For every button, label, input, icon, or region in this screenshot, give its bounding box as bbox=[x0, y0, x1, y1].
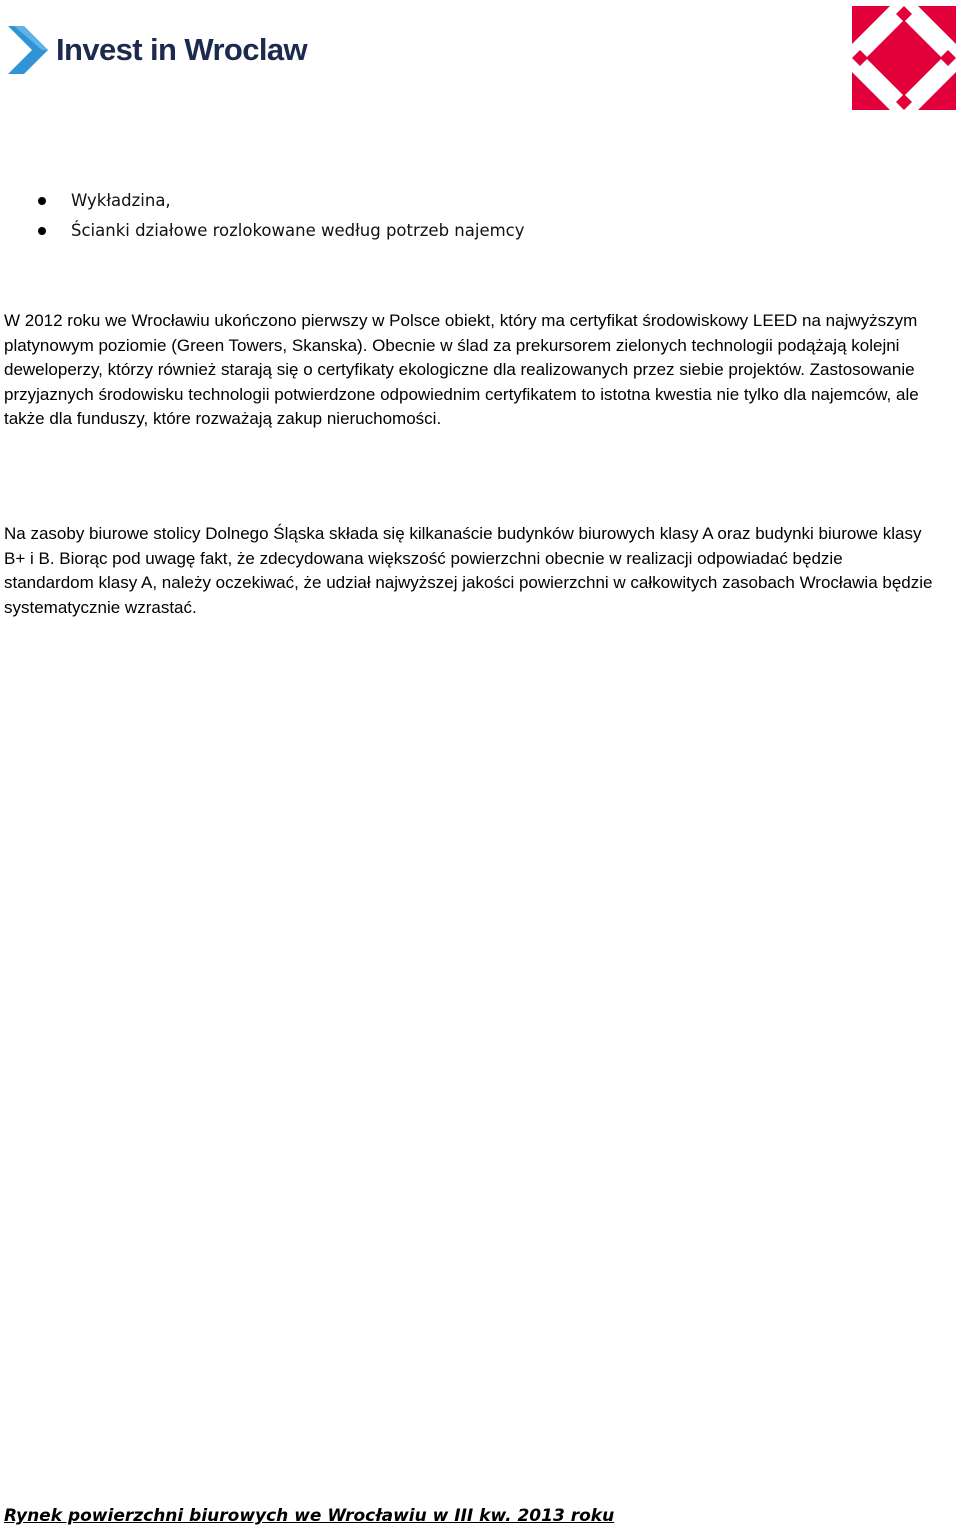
red-cross-pattern-icon bbox=[852, 6, 956, 110]
chevron-arrow-icon bbox=[6, 22, 50, 78]
list-item bbox=[0, 216, 525, 246]
list-item bbox=[0, 186, 525, 216]
footer-title: Rynek powierzchni biurowych we Wrocławiu w III kw. 2013 roku bbox=[4, 1506, 615, 1526]
list-item-text: Wykładzina, bbox=[71, 191, 171, 210]
bullet-dot-icon bbox=[38, 197, 46, 205]
bullet-dot-icon bbox=[38, 227, 46, 235]
paragraph-leed-certification: W 2012 roku we Wrocławiu ukończono pierwszy w Polsce obiekt, który ma certyfikat środowiskowy LEED na najwyższym platynowym poziomie (Green Towers, Skanska). Obecnie w ślad za prekursorem zielonych technologii podążają kolejni deweloperzy, którzy również starają się o certyfikaty ekologiczne dla realizowanych przez siebie projektów. Zastosowanie przyjaznych środowisku technologii potwierdzone odpowiednim certyfikatem to istotna kwestia nie tylko dla najemców, ale także dla funduszy, które rozważają zakup nieruchomości. bbox=[4, 311, 919, 429]
logo-text: Invest in Wroclaw bbox=[56, 32, 308, 67]
list-item-text: Ścianki działowe rozlokowane według potrzeb najemcy bbox=[71, 221, 525, 240]
paragraph-office-stock: Na zasoby biurowe stolicy Dolnego Śląska składa się kilkanaście budynków biurowych klasy A oraz budynki biurowe klasy B+ i B. Biorąc pod uwagę fakt, że zdecydowana większość powierzchni obecnie w realizacji odpowiadać będzie standardom klasy A, należy oczekiwać, że udział najwyższej jakości powierzchni w całkowitych zasobach Wrocławia będzie systematycznie wzrastać. bbox=[4, 524, 933, 617]
bullet-list bbox=[0, 186, 525, 246]
invest-in-wroclaw-logo bbox=[6, 20, 307, 80]
